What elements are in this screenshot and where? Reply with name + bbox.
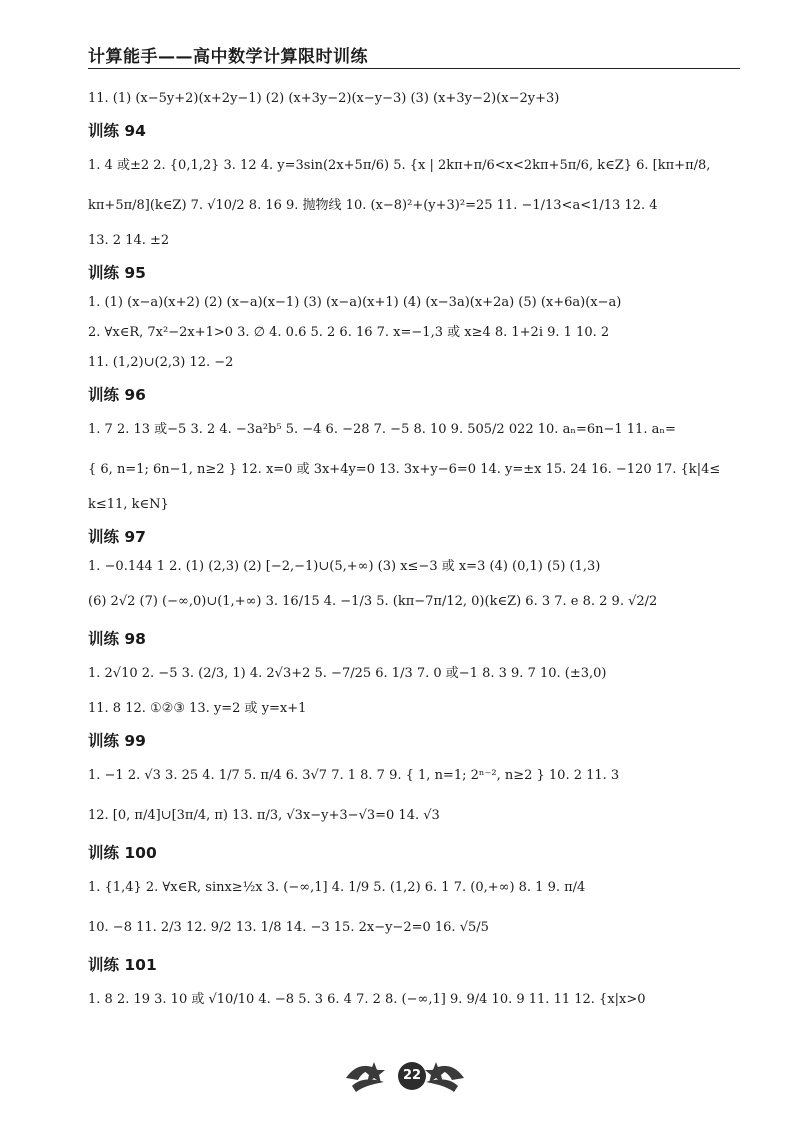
- answer-line: kπ+5π/8](k∈Z) 7. √10/2 8. 16 9. 抛物线 10. (x−8)²+(y+3)²=25 11. −1/13<a<1/13 12. 4: [88, 198, 658, 213]
- answer-line: 13. 2 14. ±2: [88, 233, 170, 248]
- header-rule: [88, 68, 740, 69]
- answer-line: 2. ∀x∈R, 7x²−2x+1>0 3. ∅ 4. 0.6 5. 2 6. 16 7. x=−1,3 或 x≥4 8. 1+2i 9. 1 10. 2: [88, 325, 610, 340]
- section-title: 训练 94: [88, 122, 146, 140]
- answer-line: 1. {1,4} 2. ∀x∈R, sinx≥½x 3. (−∞,1] 4. 1/9 5. (1,2) 6. 1 7. (0,+∞) 8. 1 9. π/4: [88, 880, 586, 895]
- answer-line: 10. −8 11. 2/3 12. 9/2 13. 1/8 14. −3 15. 2x−y−2=0 16. √5/5: [88, 920, 489, 935]
- section-title: 训练 95: [88, 264, 146, 282]
- section-title: 训练 98: [88, 630, 146, 648]
- answer-line: 1. 8 2. 19 3. 10 或 √10/10 4. −8 5. 3 6. 4 7. 2 8. (−∞,1] 9. 9/4 10. 9 11. 11 12. {x|x>0: [88, 992, 646, 1007]
- answer-line: 1. 7 2. 13 或−5 3. 2 4. −3a²b⁵ 5. −4 6. −28 7. −5 8. 10 9. 505/2 022 10. aₙ=6n−1 11. aₙ=: [88, 422, 676, 437]
- page-number-badge: 22: [398, 1062, 426, 1090]
- answer-line: 1. 4 或±2 2. {0,1,2} 3. 12 4. y=3sin(2x+5π/6) 5. {x | 2kπ+π/6<x<2kπ+5π/6, k∈Z} 6. [kπ+π/8,: [88, 158, 711, 173]
- answer-line: 1. −0.144 1 2. (1) (2,3) (2) [−2,−1)∪(5,+∞) (3) x≤−3 或 x=3 (4) (0,1) (5) (1,3): [88, 559, 601, 574]
- section-title: 训练 97: [88, 528, 146, 546]
- running-header: 计算能手——高中数学计算限时训练: [88, 47, 368, 67]
- answer-line: (6) 2√2 (7) (−∞,0)∪(1,+∞) 3. 16/15 4. −1/3 5. (kπ−7π/12, 0)(k∈Z) 6. 3 7. e 8. 2 9. √2/2: [88, 594, 658, 609]
- answer-line: 11. (1,2)∪(2,3) 12. −2: [88, 355, 234, 370]
- answer-line: 1. (1) (x−a)(x+2) (2) (x−a)(x−1) (3) (x−a)(x+1) (4) (x−3a)(x+2a) (5) (x+6a)(x−a): [88, 295, 622, 310]
- answer-line: 11. (1) (x−5y+2)(x+2y−1) (2) (x+3y−2)(x−y−3) (3) (x+3y−2)(x−2y+3): [88, 91, 560, 106]
- answer-line: 1. 2√10 2. −5 3. (2/3, 1) 4. 2√3+2 5. −7/25 6. 1/3 7. 0 或−1 8. 3 9. 7 10. (±3,0): [88, 666, 607, 681]
- answer-line: 11. 8 12. ①②③ 13. y=2 或 y=x+1: [88, 701, 307, 716]
- answer-line: 12. [0, π/4]∪[3π/4, π) 13. π/3, √3x−y+3−√3=0 14. √3: [88, 808, 440, 823]
- answer-content: [88, 84, 740, 1020]
- answer-line: 1. −1 2. √3 3. 25 4. 1/7 5. π/4 6. 3√7 7. 1 8. 7 9. { 1, n=1; 2ⁿ⁻², n≥2 } 10. 2 11. 3: [88, 768, 620, 783]
- section-title: 训练 99: [88, 732, 146, 750]
- answer-line: k≤11, k∈N}: [88, 497, 169, 512]
- section-title: 训练 101: [88, 956, 157, 974]
- answer-line: { 6, n=1; 6n−1, n≥2 } 12. x=0 或 3x+4y=0 13. 3x+y−6=0 14. y=±x 15. 24 16. −120 17. {k|4≤: [88, 462, 721, 477]
- section-title: 训练 96: [88, 386, 146, 404]
- section-title: 训练 100: [88, 844, 157, 862]
